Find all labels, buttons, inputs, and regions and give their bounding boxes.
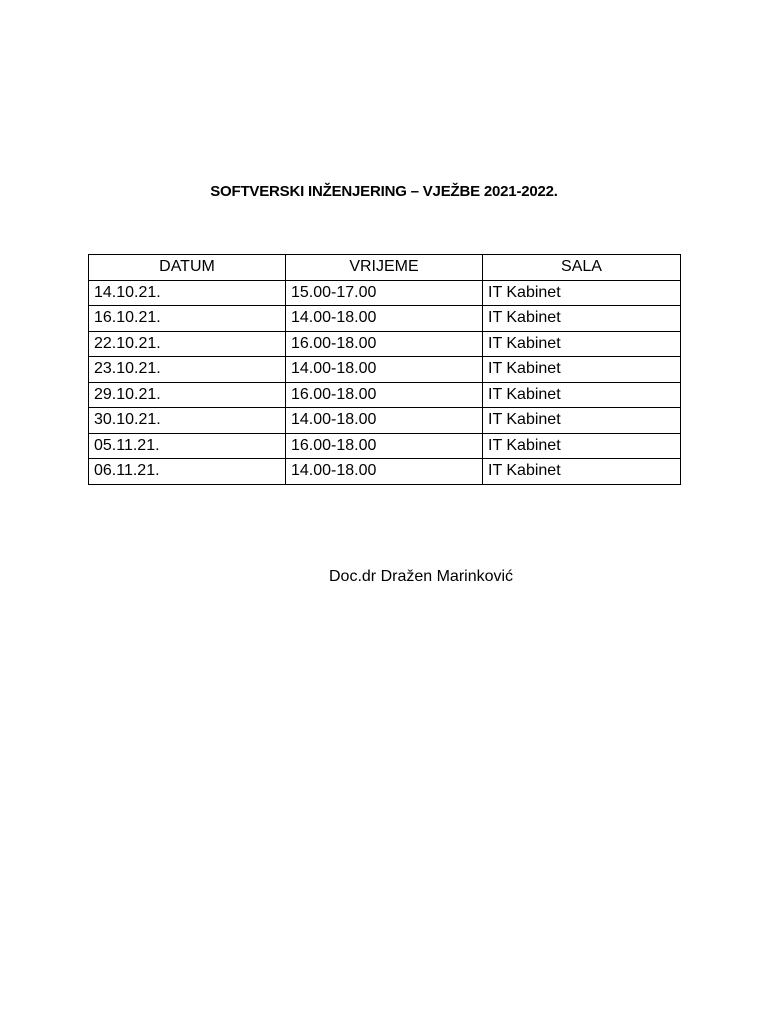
cell-vrijeme: 14.00-18.00: [286, 357, 483, 383]
column-header-datum: DATUM: [89, 255, 286, 281]
cell-datum: 23.10.21.: [89, 357, 286, 383]
cell-datum: 16.10.21.: [89, 306, 286, 332]
signature: Doc.dr Dražen Marinković: [329, 568, 514, 585]
cell-sala: IT Kabinet: [483, 459, 681, 485]
cell-vrijeme: 14.00-18.00: [286, 306, 483, 332]
table-row: [89, 459, 681, 485]
cell-sala: IT Kabinet: [483, 433, 681, 459]
cell-datum: 22.10.21.: [89, 331, 286, 357]
cell-sala: IT Kabinet: [483, 331, 681, 357]
page-title: SOFTVERSKI INŽENJERING – VJEŽBE 2021-2022.: [210, 183, 558, 200]
cell-vrijeme: 16.00-18.00: [286, 382, 483, 408]
schedule-table: [88, 254, 681, 485]
table-row: [89, 331, 681, 357]
cell-datum: 29.10.21.: [89, 382, 286, 408]
cell-sala: IT Kabinet: [483, 382, 681, 408]
table-header-row: [89, 255, 681, 281]
cell-vrijeme: 16.00-18.00: [286, 331, 483, 357]
table-row: [89, 357, 681, 383]
table-row: [89, 433, 681, 459]
cell-vrijeme: 14.00-18.00: [286, 408, 483, 434]
cell-datum: 30.10.21.: [89, 408, 286, 434]
cell-datum: 14.10.21.: [89, 280, 286, 306]
cell-sala: IT Kabinet: [483, 306, 681, 332]
table-row: [89, 306, 681, 332]
table-row: [89, 280, 681, 306]
table-row: [89, 382, 681, 408]
cell-vrijeme: 15.00-17.00: [286, 280, 483, 306]
cell-vrijeme: 14.00-18.00: [286, 459, 483, 485]
cell-sala: IT Kabinet: [483, 357, 681, 383]
cell-sala: IT Kabinet: [483, 408, 681, 434]
column-header-sala: SALA: [483, 255, 681, 281]
cell-vrijeme: 16.00-18.00: [286, 433, 483, 459]
table-row: [89, 408, 681, 434]
column-header-vrijeme: VRIJEME: [286, 255, 483, 281]
cell-datum: 05.11.21.: [89, 433, 286, 459]
cell-datum: 06.11.21.: [89, 459, 286, 485]
cell-sala: IT Kabinet: [483, 280, 681, 306]
